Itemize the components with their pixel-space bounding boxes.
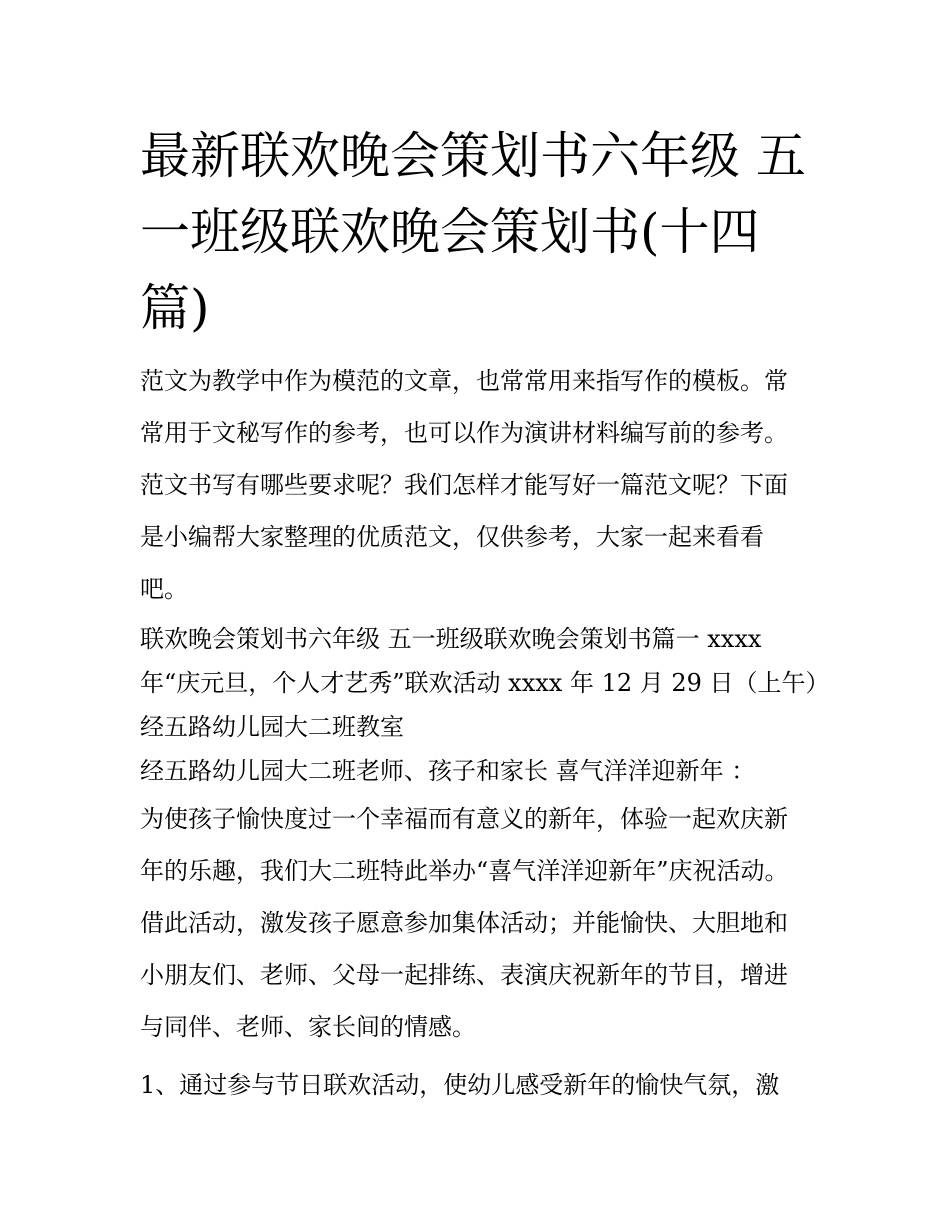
event-info-paragraph <box>140 617 830 793</box>
event-info-line: 经五路幼儿园大二班教室 <box>140 713 404 741</box>
document-body <box>140 355 830 1111</box>
purpose-paragraph <box>140 793 820 1053</box>
title-line: 一班级联欢晚会策划书(十四 <box>140 203 760 261</box>
title-line: 最新联欢晚会策划书六年级 五 <box>140 127 806 185</box>
purpose-line: 与同伴、老师、家长间的情感。 <box>140 1013 476 1041</box>
intro-paragraph <box>140 355 820 615</box>
purpose-line: 年的乐趣，我们大二班特此举办“喜气洋洋迎新年”庆祝活动。 <box>140 857 789 885</box>
intro-line: 范文为教学中作为模范的文章，也常常用来指写作的模板。常 <box>140 367 788 395</box>
event-info-line: 联欢晚会策划书六年级 五一班级联欢晚会策划书篇一 xxxx <box>140 625 762 653</box>
document-title <box>140 118 820 346</box>
intro-line: 常用于文秘写作的参考，也可以作为演讲材料编写前的参考。 <box>140 419 788 447</box>
list-item-1: 1、通过参与节日联欢活动，使幼儿感受新年的愉快气氛，激 <box>140 1071 780 1099</box>
event-info-line: 经五路幼儿园大二班老师、孩子和家长 喜气洋洋迎新年 ： <box>140 757 756 785</box>
purpose-line: 小朋友们、老师、父母一起排练、表演庆祝新年的节目，增进 <box>140 961 788 989</box>
purpose-line: 借此活动，激发孩子愿意参加集体活动；并能愉快、大胆地和 <box>140 909 788 937</box>
intro-line: 范文书写有哪些要求呢？我们怎样才能写好一篇范文呢？下面 <box>140 471 788 499</box>
purpose-line: 为使孩子愉快度过一个幸福而有意义的新年，体验一起欢庆新 <box>140 805 788 833</box>
event-info-line: 年“庆元旦，个人才艺秀”联欢活动 xxxx 年 12 月 29 日（上午） <box>140 669 830 697</box>
title-line: 篇) <box>140 279 210 337</box>
intro-line: 吧。 <box>140 575 188 603</box>
intro-line: 是小编帮大家整理的优质范文，仅供参考，大家一起来看看 <box>140 523 764 551</box>
